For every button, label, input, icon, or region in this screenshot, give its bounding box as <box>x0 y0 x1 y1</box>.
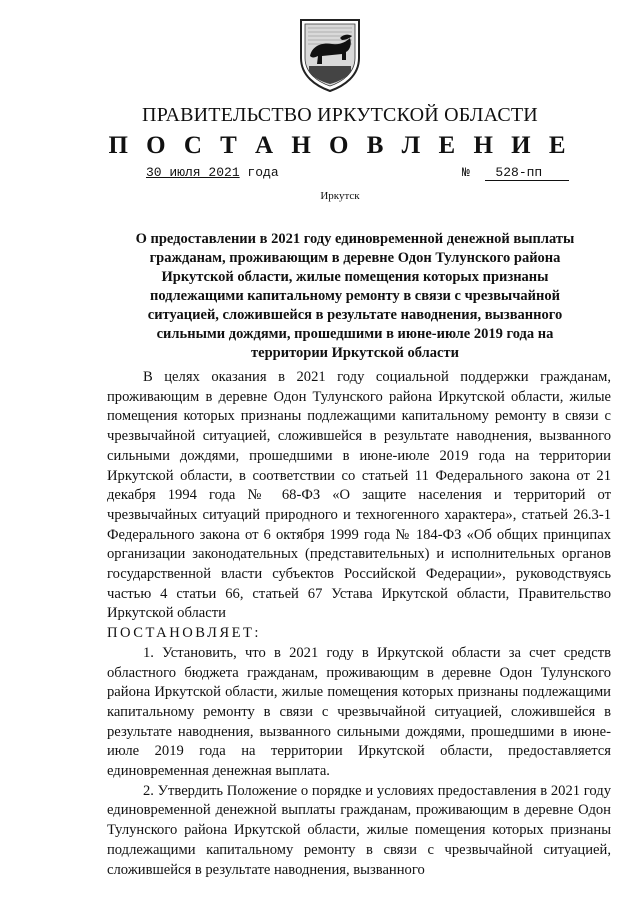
number-value: 528-пп <box>485 166 569 181</box>
item-2-paragraph: 2. Утвердить Положение о порядке и условиях предоставления в 2021 году единовременной денежной выплаты гражданам, проживающим в деревне Одон Тулунского района Иркутской области, жилые помещения которых признаны подлежащими капитальному ремонту в связи с чрезвычайной ситуацией, сложившейся в результате наводнения, вызванного <box>107 782 611 878</box>
document-number <box>462 165 569 181</box>
coat-of-arms-graphic <box>296 14 364 94</box>
document-type-heading: П О С Т А Н О В Л Е Н И Е <box>108 132 572 159</box>
document-date <box>146 165 279 180</box>
document-title: О предоставлении в 2021 году единовременной денежной выплаты гражданам, проживающим в деревне Одон Тулунского района Иркутской области, жилые помещения которых признаны подлежащими капитальному ремонту в связи с чрезвычайной ситуацией, сложившейся в результате наводнения, вызванного сильными дождями, прошедшими в июне-июле 2019 года на территории Иркутской области <box>135 231 575 361</box>
city-name: Иркутск <box>320 190 360 202</box>
document-body <box>107 368 611 880</box>
number-sign: № <box>462 165 470 180</box>
date-suffix: года <box>239 165 279 180</box>
government-name: ПРАВИТЕЛЬСТВО ИРКУТСКОЙ ОБЛАСТИ <box>142 104 538 126</box>
date-value: 30 июля 2021 <box>146 165 240 180</box>
preamble-paragraph: В целях оказания в 2021 году социальной поддержки гражданам, проживающим в деревне Одон Тулунского района Иркутской области, жилые помещения которых признаны подлежащими капитальному ремонту в связи с чрезвычайной ситуацией, сложившейся в результате наводнения, вызванного сильными дождями, прошедшими в июне-июле 2019 года на территории Иркутской области, в соответствии со статьей 11 Федерального закона от 21 декабря 1994 года № 68-ФЗ «О защите населения и территорий от чрезвычайных ситуаций природного и техногенного характера», статьей 26.3-1 Федерального закона от 6 октября 1999 года № 184-ФЗ «Об общих принципах организации законодательных (представительных) и исполнительных органов государственной власти субъектов Российской Федерации», руководствуясь частью 4 статьи 66, статьей 67 Устава Иркутской области, Правительство Иркутской области <box>107 369 611 622</box>
resolves-heading: ПОСТАНОВЛЯЕТ: <box>107 625 261 642</box>
coat-of-arms-icon <box>296 14 364 94</box>
item-1-paragraph: 1. Установить, что в 2021 году в Иркутской области за счет средств областного бюджета гражданам, проживающим в деревне Одон Тулунского района Иркутской области, жилые помещения которых признаны подлежащими капитальному ремонту в связи с чрезвычайной ситуацией, сложившейся в результате наводнения, вызванного сильными дождями, прошедшими в июне-июле 2019 года на территории Иркутской области, предоставляется единовременная денежная выплата. <box>107 644 611 780</box>
